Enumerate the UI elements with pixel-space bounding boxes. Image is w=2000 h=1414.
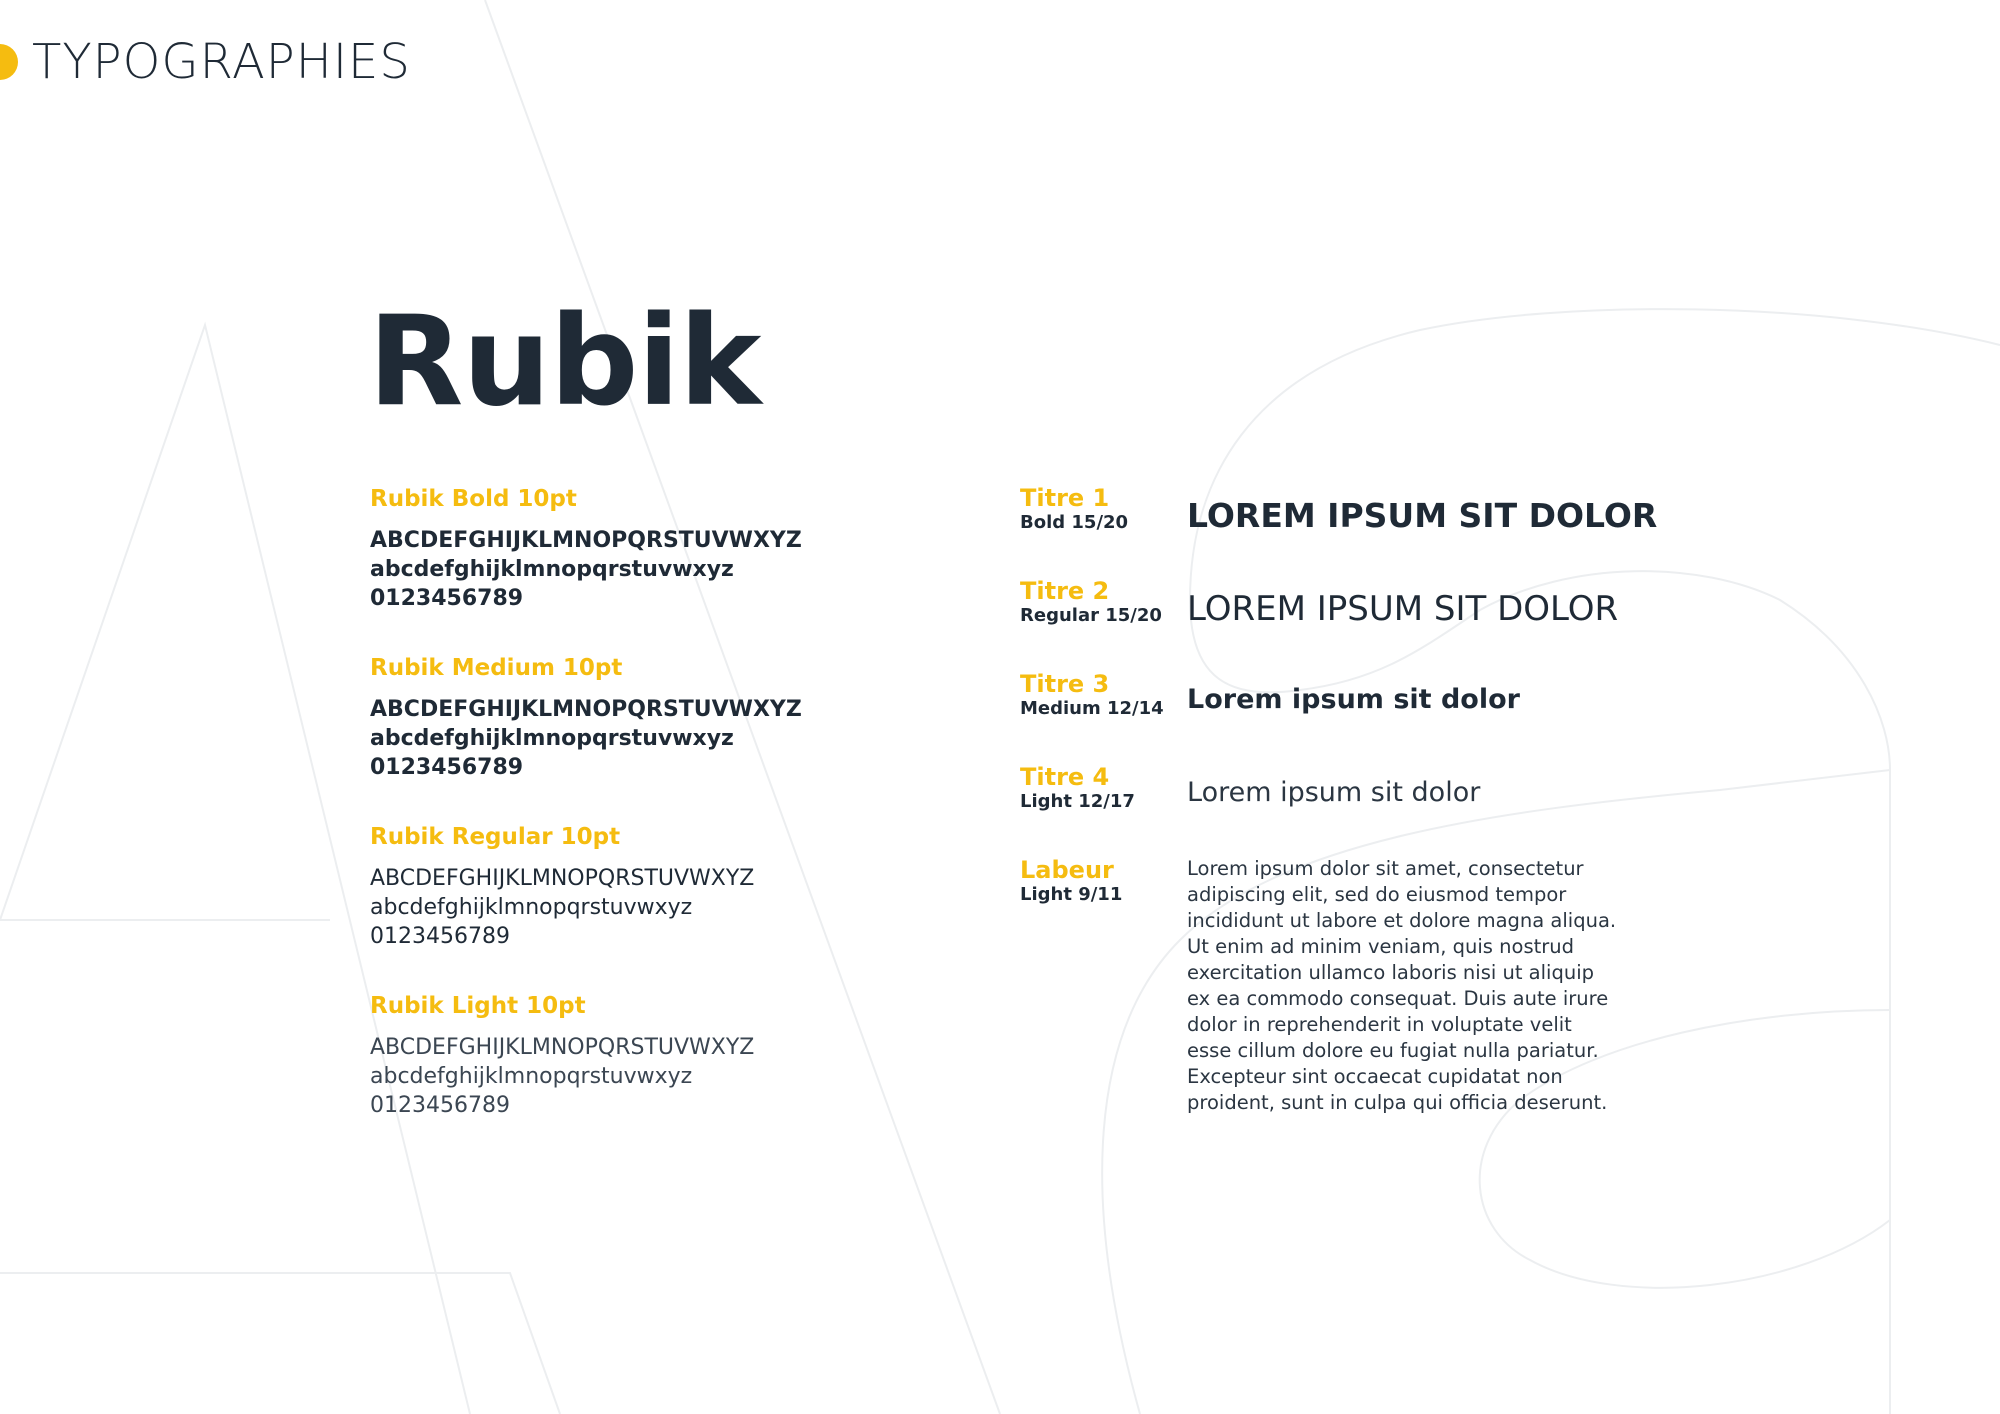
text-styles-list <box>1020 484 1820 1114</box>
body-line: esse cillum dolore eu fugiat nulla pariatur. <box>1187 1039 1599 1062</box>
uppercase-sample: ABCDEFGHIJKLMNOPQRSTUVWXYZ <box>370 697 802 722</box>
style-row-titre-4 <box>1020 763 1820 856</box>
style-row-titre-1 <box>1020 484 1820 577</box>
style-row-labeur <box>1020 856 1820 1114</box>
digits-sample: 0123456789 <box>370 1093 510 1118</box>
style-label <box>1020 670 1180 720</box>
style-row-titre-2 <box>1020 577 1820 670</box>
style-label <box>1020 577 1180 627</box>
body-line: exercitation ullamco laboris nisi ut aliquip <box>1187 961 1594 984</box>
style-label <box>1020 856 1180 906</box>
uppercase-sample: ABCDEFGHIJKLMNOPQRSTUVWXYZ <box>370 1035 755 1060</box>
style-sample: Lorem ipsum sit dolor <box>1187 777 1481 808</box>
style-name: Titre 1 <box>1020 484 1110 512</box>
weight-title: Rubik Medium 10pt <box>370 655 623 681</box>
weight-title: Rubik Regular 10pt <box>370 824 621 850</box>
style-row-titre-3 <box>1020 670 1820 763</box>
style-name: Titre 4 <box>1020 763 1110 791</box>
style-sample: LOREM IPSUM SIT DOLOR <box>1187 496 1658 535</box>
style-spec: Medium 12/14 <box>1020 698 1164 719</box>
style-spec: Bold 15/20 <box>1020 512 1129 533</box>
digits-sample: 0123456789 <box>370 755 524 780</box>
body-line: dolor in reprehenderit in voluptate velit <box>1187 1013 1572 1036</box>
style-name: Titre 3 <box>1020 670 1110 698</box>
lowercase-sample: abcdefghijklmnopqrstuvwxyz <box>370 895 693 920</box>
weight-block-bold <box>370 484 890 653</box>
lowercase-sample: abcdefghijklmnopqrstuvwxyz <box>370 1064 693 1089</box>
style-spec: Light 12/17 <box>1020 791 1135 812</box>
weight-title: Rubik Light 10pt <box>370 993 586 1019</box>
lowercase-sample: abcdefghijklmnopqrstuvwxyz <box>370 557 734 582</box>
body-text-sample <box>1187 856 1617 1116</box>
page-header <box>0 34 411 90</box>
digits-sample: 0123456789 <box>370 924 510 949</box>
weight-block-regular <box>370 822 890 991</box>
body-line: Excepteur sint occaecat cupidatat non <box>1187 1065 1563 1088</box>
style-name: Titre 2 <box>1020 577 1110 605</box>
body-line: Lorem ipsum dolor sit amet, consectetur <box>1187 857 1584 880</box>
weight-title: Rubik Bold 10pt <box>370 486 577 512</box>
body-line: Ut enim ad minim veniam, quis nostrud <box>1187 935 1575 958</box>
page-title: TYPOGRAPHIES <box>32 34 411 90</box>
body-line: adipiscing elit, sed do eiusmod tempor <box>1187 883 1567 906</box>
style-spec: Light 9/11 <box>1020 884 1123 905</box>
body-line: proident, sunt in culpa qui officia deserunt. <box>1187 1091 1608 1114</box>
weight-block-light <box>370 991 890 1160</box>
style-sample: Lorem ipsum sit dolor <box>1187 684 1520 715</box>
font-family-name: Rubik <box>368 290 761 434</box>
font-weights-list <box>370 484 890 1160</box>
lowercase-sample: abcdefghijklmnopqrstuvwxyz <box>370 726 734 751</box>
weight-block-medium <box>370 653 890 822</box>
digits-sample: 0123456789 <box>370 586 524 611</box>
accent-dot-icon <box>0 44 18 80</box>
uppercase-sample: ABCDEFGHIJKLMNOPQRSTUVWXYZ <box>370 528 802 553</box>
style-label <box>1020 763 1180 813</box>
style-sample: LOREM IPSUM SIT DOLOR <box>1187 589 1619 629</box>
uppercase-sample: ABCDEFGHIJKLMNOPQRSTUVWXYZ <box>370 866 755 891</box>
big-a-lower <box>0 1273 560 1414</box>
style-name: Labeur <box>1020 856 1114 884</box>
body-line: incididunt ut labore et dolore magna aliqua. <box>1187 909 1617 932</box>
body-line: ex ea commodo consequat. Duis aute irure <box>1187 987 1609 1010</box>
style-spec: Regular 15/20 <box>1020 605 1162 626</box>
style-label <box>1020 484 1180 534</box>
